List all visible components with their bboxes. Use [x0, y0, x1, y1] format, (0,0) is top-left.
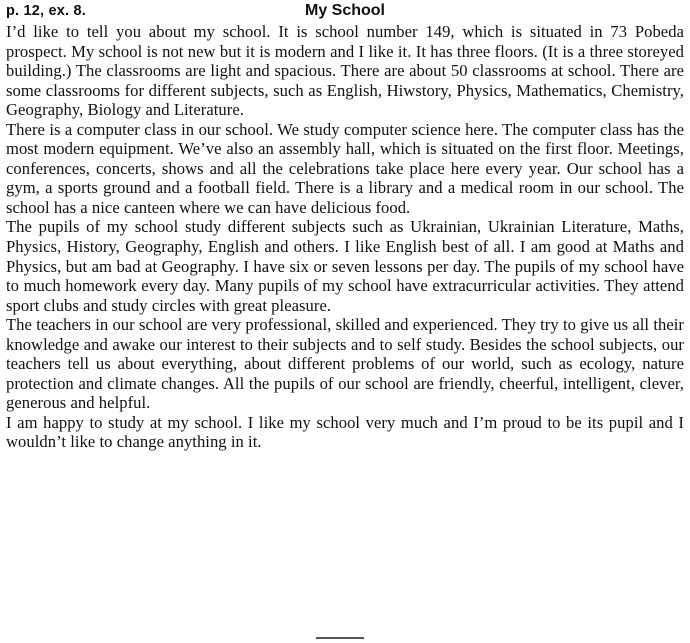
paragraph-conclusion: I am happy to study at my school. I like my school very much and I’m proud to be its pupil and I wouldn’t like to change anything in it.	[6, 412, 684, 452]
exercise-reference: p. 12, ex. 8.	[6, 3, 86, 19]
page-header	[6, 0, 684, 22]
page-title: My School	[304, 2, 385, 19]
paragraph-teachers: The teachers in our school are very professional, skilled and experienced. They try to give us all their knowledge and awake our interest to their subjects and to self study. Besides the school subjects, our teachers tell us about everything, about different problems of our world, such as ecology, nature protection and climate changes. All the pupils of our school are friendly, cheerful, intelligent, clever, generous and helpful.	[6, 315, 684, 413]
document-page	[6, 0, 684, 452]
paragraph-school-description: I’d like to tell you about my school. It is school number 149, which is situated in 73 Pobeda prospect. My school is not new but it is modern and I like it. It has three floors. (It is a three storeyed building.) The classrooms are light and spacious. There are about 50 classrooms at school. There are some classrooms for different subjects, such as English, Hiwstory, Physics, Mathematics, Chemistry, Geography, Biology and Literature.	[6, 22, 684, 120]
essay-body	[6, 22, 684, 452]
paragraph-subjects: The pupils of my school study different subjects such as Ukrainian, Ukrainian Literature, Maths, Physics, History, Geography, English and others. I like English best of all. I am good at Maths and Physics, but am bad at Geography. I have six or seven lessons per day. The pupils of my school have to much homework every day. Many pupils of my school have extracurricular activities. They attend sport clubs and study circles with great pleasure.	[6, 217, 684, 315]
paragraph-facilities: There is a computer class in our school. We study computer science here. The computer class has the most modern equipment. We’ve also an assembly hall, which is situated on the first floor. Meetings, conferences, concerts, shows and all the celebrations take place here every year. Our school has a gym, a sports ground and a football field. There is a library and a medical room in our school. The school has a nice canteen where we can have delicious food.	[6, 119, 684, 217]
cropped-text-fragment	[316, 637, 364, 643]
